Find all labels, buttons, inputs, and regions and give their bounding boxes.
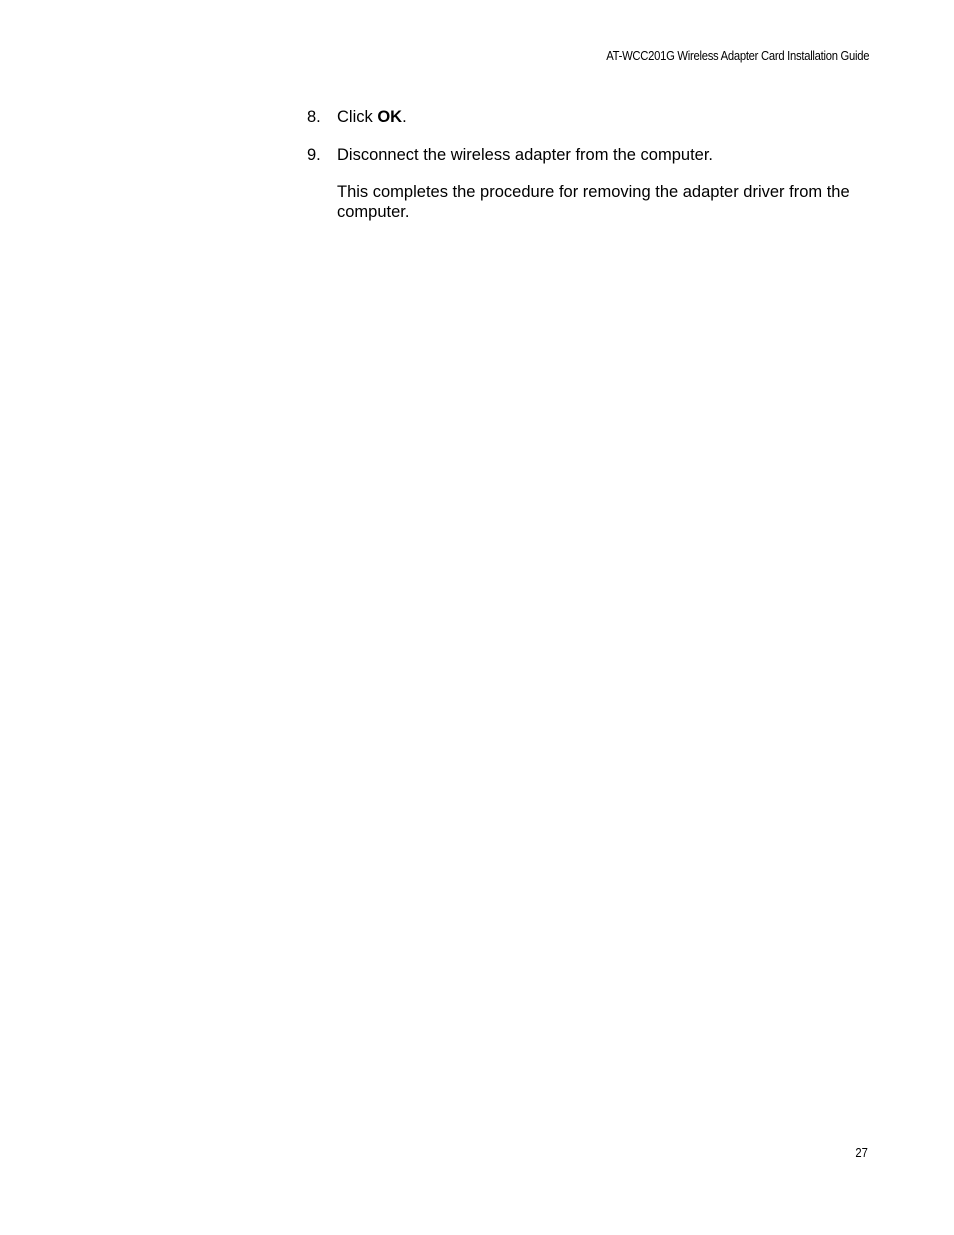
completion-note: This completes the procedure for removing the adapter driver from the computer. (337, 183, 850, 221)
step-text: Disconnect the wireless adapter from the computer. (337, 146, 714, 164)
step-9 (307, 145, 877, 165)
running-header: AT-WCC201G Wireless Adapter Card Installation Guide (605, 49, 869, 63)
step-text-prefix: Click (337, 108, 378, 126)
step-number: 8. (307, 108, 321, 126)
step-number: 9. (307, 146, 321, 164)
step-8 (307, 107, 877, 127)
step-text (337, 107, 877, 127)
step-text-suffix: . (402, 108, 407, 126)
page-number: 27 (855, 1146, 868, 1160)
procedure-steps (307, 107, 877, 239)
ok-button-reference: OK (377, 108, 403, 126)
